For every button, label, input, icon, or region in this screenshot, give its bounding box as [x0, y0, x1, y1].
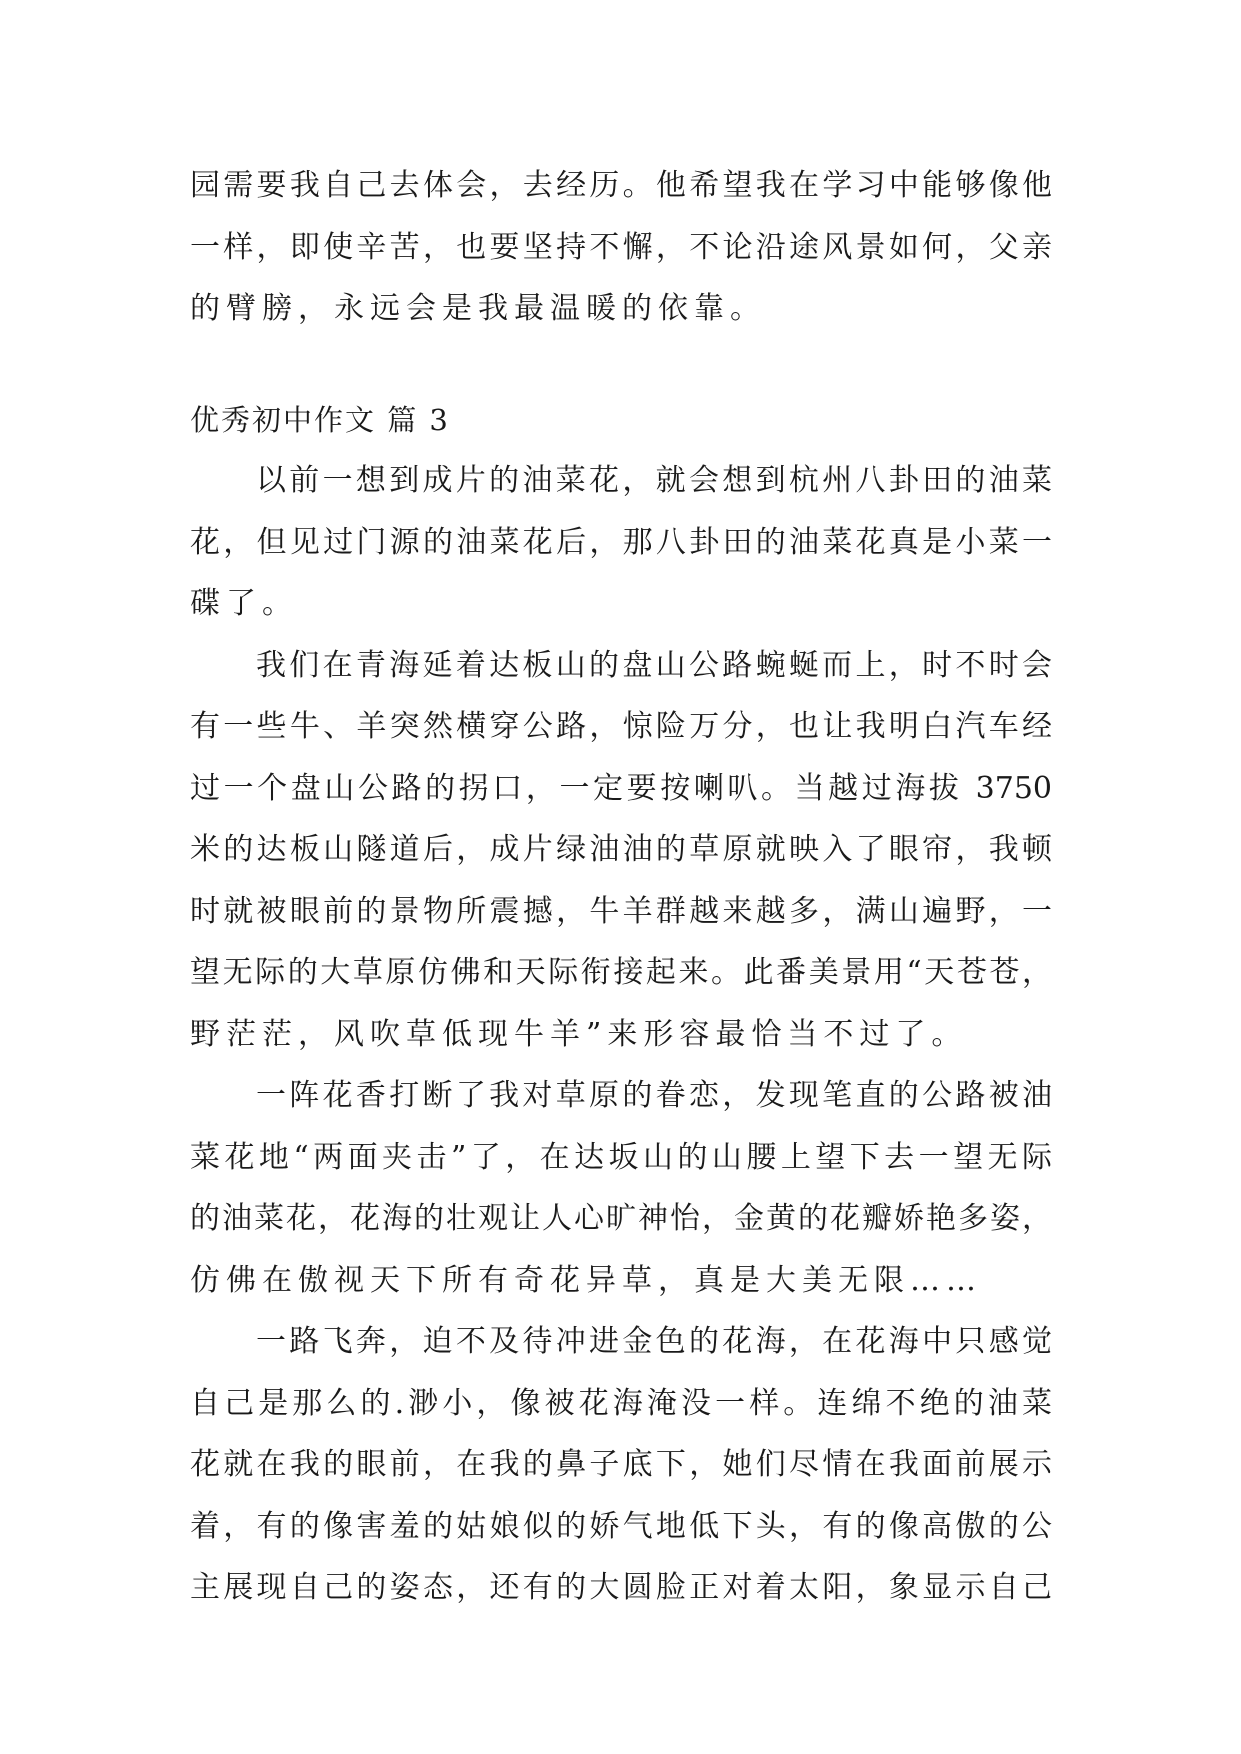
text-line: 的臂膀，永远会是我最温暖的依靠。: [190, 291, 766, 326]
paragraph-1: [190, 450, 1052, 635]
text-line: 有一些牛、羊突然横穿公路，惊险万分，也让我明白汽车经: [190, 709, 1052, 744]
section-heading: 优秀初中作文 篇 3: [190, 403, 450, 437]
text-line: 我们在青海延着达板山的盘山公路蜿蜒而上，时不时会: [256, 647, 1052, 683]
text-line: 一样，即使辛苦，也要坚持不懈，不论沿途风景如何，父亲: [190, 229, 1052, 265]
text-line: 以前一想到成片的油菜花，就会想到杭州八卦田的油菜: [256, 463, 1052, 498]
paragraph-4: [190, 1311, 1052, 1619]
text-line: 一阵花香打断了我对草原的眷恋，发现笔直的公路被油: [256, 1078, 1052, 1113]
text-line: 的油菜花，花海的壮观让人心旷神怡，金黄的花瓣娇艳多姿，: [190, 1201, 1052, 1236]
text-line: 一路飞奔，迫不及待冲进金色的花海，在花海中只感觉: [256, 1324, 1052, 1359]
text-line: 着，有的像害羞的姑娘似的娇气地低下头，有的像高傲的公: [190, 1508, 1052, 1544]
text-line: 仿佛在傲视天下所有奇花异草，真是大美无限……: [190, 1262, 982, 1298]
essay-body: [190, 450, 1052, 1619]
paragraph-2: [190, 635, 1052, 1066]
text-line: 菜花地“两面夹击”了，在达坂山的山腰上望下去一望无际: [190, 1139, 1052, 1175]
text-line: 园需要我自己去体会，去经历。他希望我在学习中能够像他: [190, 168, 1052, 203]
text-line: 望无际的大草原仿佛和天际衔接起来。此番美景用“天苍苍，: [190, 955, 1052, 990]
previous-paragraph: [190, 155, 1052, 340]
text-line: 时就被眼前的景物所震撼，牛羊群越来越多，满山遍野，一: [190, 893, 1052, 929]
text-line: 碟了。: [190, 586, 298, 621]
paragraph-3: [190, 1065, 1052, 1311]
text-line: 野茫茫，风吹草低现牛羊”来形容最恰当不过了。: [190, 1016, 968, 1052]
text-line: 米的达板山隧道后，成片绿油油的草原就映入了眼帘，我顿: [190, 832, 1052, 867]
text-line: 花就在我的眼前，在我的鼻子底下，她们尽情在我面前展示: [190, 1447, 1052, 1482]
text-line: 过一个盘山公路的拐口，一定要按喇叭。当越过海拔 3750: [190, 770, 1052, 806]
text-line: 自己是那么的.渺小，像被花海淹没一样。连绵不绝的油菜: [190, 1385, 1052, 1421]
text-line: 主展现自己的姿态，还有的大圆脸正对着太阳，象显示自己: [190, 1570, 1052, 1605]
text-line: 花，但见过门源的油菜花后，那八卦田的油菜花真是小菜一: [190, 524, 1052, 560]
